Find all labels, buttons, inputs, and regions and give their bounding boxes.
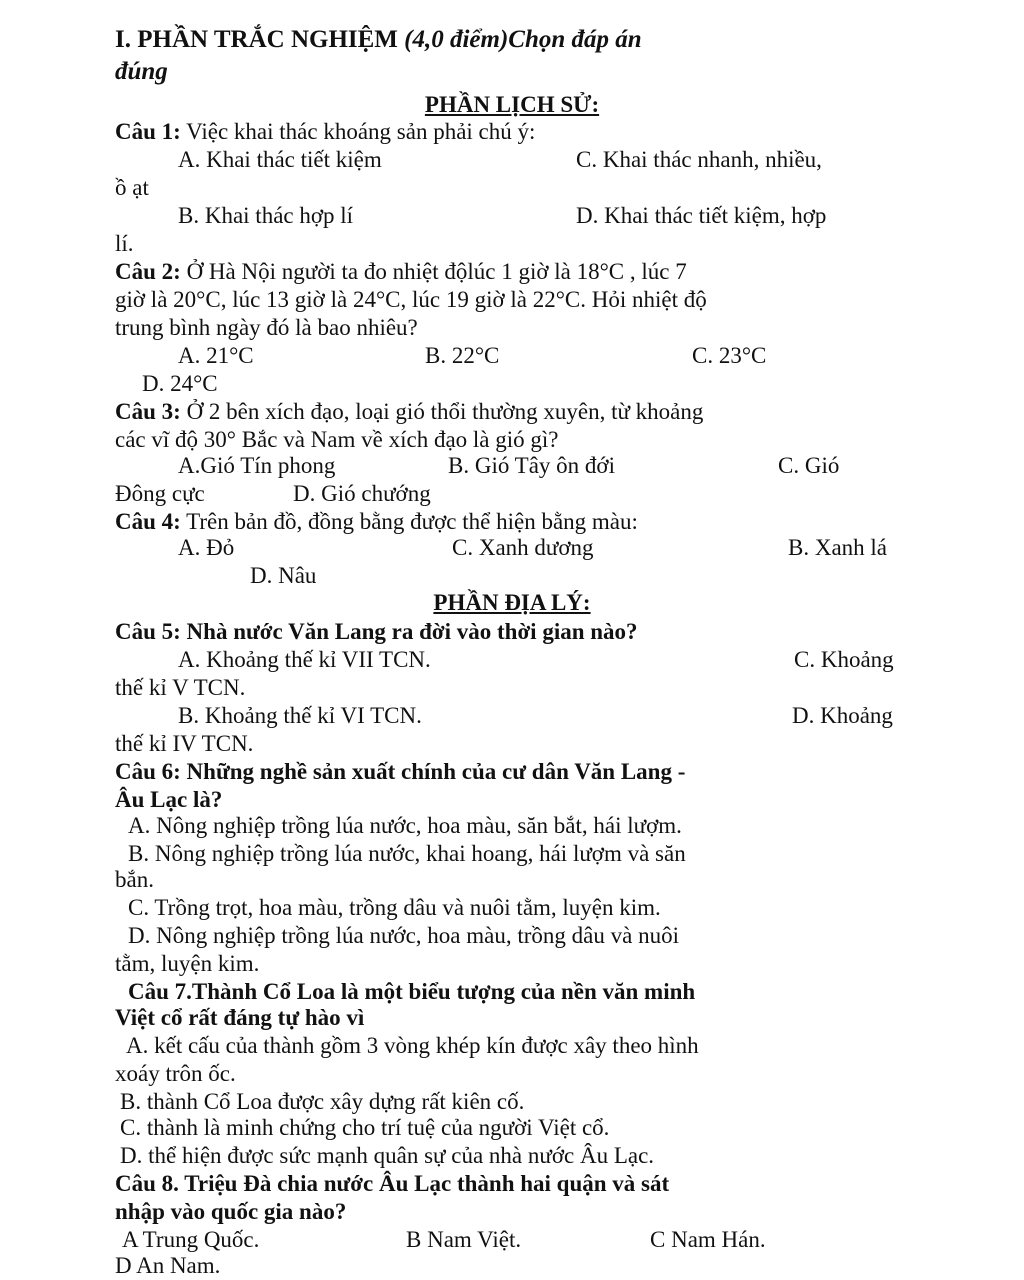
- q1-option-b: B. Khai thác hợp lí: [178, 203, 354, 228]
- question-3-line2: các vĩ độ 30° Bắc và Nam về xích đạo là gió gì?: [115, 427, 559, 452]
- question-7-line1: Câu 7.Thành Cổ Loa là một biểu tượng của nền văn minh: [128, 979, 696, 1004]
- q3-option-a: A.Gió Tín phong: [178, 453, 336, 478]
- question-8-line2: nhập vào quốc gia nào?: [115, 1199, 347, 1224]
- q8-option-d: D An Nam.: [115, 1253, 221, 1278]
- q5-option-a: A. Khoảng thế kỉ VII TCN.: [178, 647, 431, 672]
- question-4: [115, 508, 638, 536]
- q8-option-a: A Trung Quốc.: [122, 1227, 260, 1252]
- question-1: [115, 118, 535, 146]
- question-2-line3: trung bình ngày đó là bao nhiêu?: [115, 315, 418, 340]
- q3-option-d: D. Gió chướng: [293, 481, 431, 506]
- q4-option-d: D. Nâu: [250, 563, 317, 588]
- q7-option-a-wrap: xoáy trôn ốc.: [115, 1061, 236, 1086]
- q2-option-c: C. 23°C: [692, 343, 767, 368]
- q1-option-d: D. Khai thác tiết kiệm, hợp: [576, 203, 827, 228]
- q5-option-b: B. Khoảng thế kỉ VI TCN.: [178, 703, 422, 728]
- q6-option-b: B. Nông nghiệp trồng lúa nước, khai hoang, hái lượm và săn: [128, 841, 686, 866]
- q5-option-c-wrap: thế kỉ V TCN.: [115, 675, 246, 700]
- q4-option-a: A. Đỏ: [178, 535, 235, 560]
- q2-option-a: A. 21°C: [178, 343, 254, 368]
- q1-option-c: C. Khai thác nhanh, nhiều,: [576, 147, 822, 172]
- question-1-label: Câu 1:: [115, 119, 181, 144]
- question-7-line2: Việt cổ rất đáng tự hào vì: [115, 1005, 365, 1030]
- q5-option-c: C. Khoảng: [794, 647, 894, 672]
- q4-option-c: C. Xanh dương: [452, 535, 594, 560]
- question-3-label: Câu 3:: [115, 399, 181, 424]
- question-1-text: Việc khai thác khoáng sản phải chú ý:: [180, 119, 536, 144]
- q5-option-d-wrap: thế kỉ IV TCN.: [115, 731, 254, 756]
- q2-option-b: B. 22°C: [425, 343, 500, 368]
- question-2-line1: Ở Hà Nội người ta đo nhiệt độlúc 1 giờ là 18°C , lúc 7: [180, 259, 687, 284]
- q1-option-c-wrap: ồ ạt: [115, 175, 149, 200]
- heading-italic: (4,0 điểm)Chọn đáp án: [404, 26, 642, 53]
- q6-option-a: A. Nông nghiệp trồng lúa nước, hoa màu, săn bắt, hái lượm.: [128, 813, 682, 838]
- heading-italic-2: đúng: [115, 58, 168, 85]
- q8-option-c: C Nam Hán.: [650, 1227, 766, 1252]
- q6-option-b-wrap: bắn.: [115, 867, 154, 892]
- question-6-line1: Câu 6: Những nghề sản xuất chính của cư dân Văn Lang -: [115, 759, 686, 784]
- q2-option-d: D. 24°C: [142, 371, 218, 396]
- question-2-line2: giờ là 20°C, lúc 13 giờ là 24°C, lúc 19 giờ là 22°C. Hỏi nhiệt độ: [115, 287, 707, 312]
- q7-option-c: C. thành là minh chứng cho trí tuệ của người Việt cổ.: [120, 1115, 610, 1140]
- heading-bold: I. PHẦN TRẮC NGHIỆM: [115, 26, 405, 53]
- question-8-line1: Câu 8. Triệu Đà chia nước Âu Lạc thành hai quận và sát: [115, 1171, 670, 1196]
- exam-heading-line1: [115, 26, 642, 54]
- question-3: [115, 398, 703, 426]
- question-6-line2: Âu Lạc là?: [115, 787, 223, 812]
- q6-option-d-wrap: tằm, luyện kim.: [115, 951, 260, 976]
- question-4-label: Câu 4:: [115, 509, 181, 534]
- section-history-title: PHẦN LỊCH SỬ:: [424, 92, 600, 117]
- exam-heading-line2: [115, 58, 168, 86]
- q5-option-d: D. Khoảng: [792, 703, 893, 728]
- question-2: [115, 258, 687, 286]
- q3-option-c-wrap: Đông cực: [115, 481, 205, 506]
- q1-option-a: A. Khai thác tiết kiệm: [178, 147, 382, 172]
- q1-option-d-wrap: lí.: [115, 231, 134, 256]
- q4-option-b: B. Xanh lá: [788, 535, 888, 560]
- q8-option-b: B Nam Việt.: [406, 1227, 522, 1252]
- q3-option-c: C. Gió: [778, 453, 840, 478]
- section-geography-title: PHẦN ĐỊA LÝ:: [433, 590, 591, 615]
- question-3-line1: Ở 2 bên xích đạo, loại gió thổi thường xuyên, từ khoảng: [180, 399, 704, 424]
- q6-option-c: C. Trồng trọt, hoa màu, trồng dâu và nuôi tằm, luyện kim.: [128, 895, 661, 920]
- q7-option-b: B. thành Cổ Loa được xây dựng rất kiên cố.: [120, 1089, 525, 1114]
- question-5: Câu 5: Nhà nước Văn Lang ra đời vào thời gian nào?: [115, 619, 638, 644]
- q7-option-d: D. thể hiện được sức mạnh quân sự của nhà nước Âu Lạc.: [120, 1143, 655, 1168]
- q6-option-d: D. Nông nghiệp trồng lúa nước, hoa màu, trồng dâu và nuôi: [128, 923, 679, 948]
- q7-option-a: A. kết cấu của thành gồm 3 vòng khép kín được xây theo hình: [126, 1033, 699, 1058]
- q3-option-b: B. Gió Tây ôn đới: [448, 453, 615, 478]
- question-2-label: Câu 2:: [115, 259, 181, 284]
- question-4-text: Trên bản đồ, đồng bằng được thể hiện bằng màu:: [180, 509, 638, 534]
